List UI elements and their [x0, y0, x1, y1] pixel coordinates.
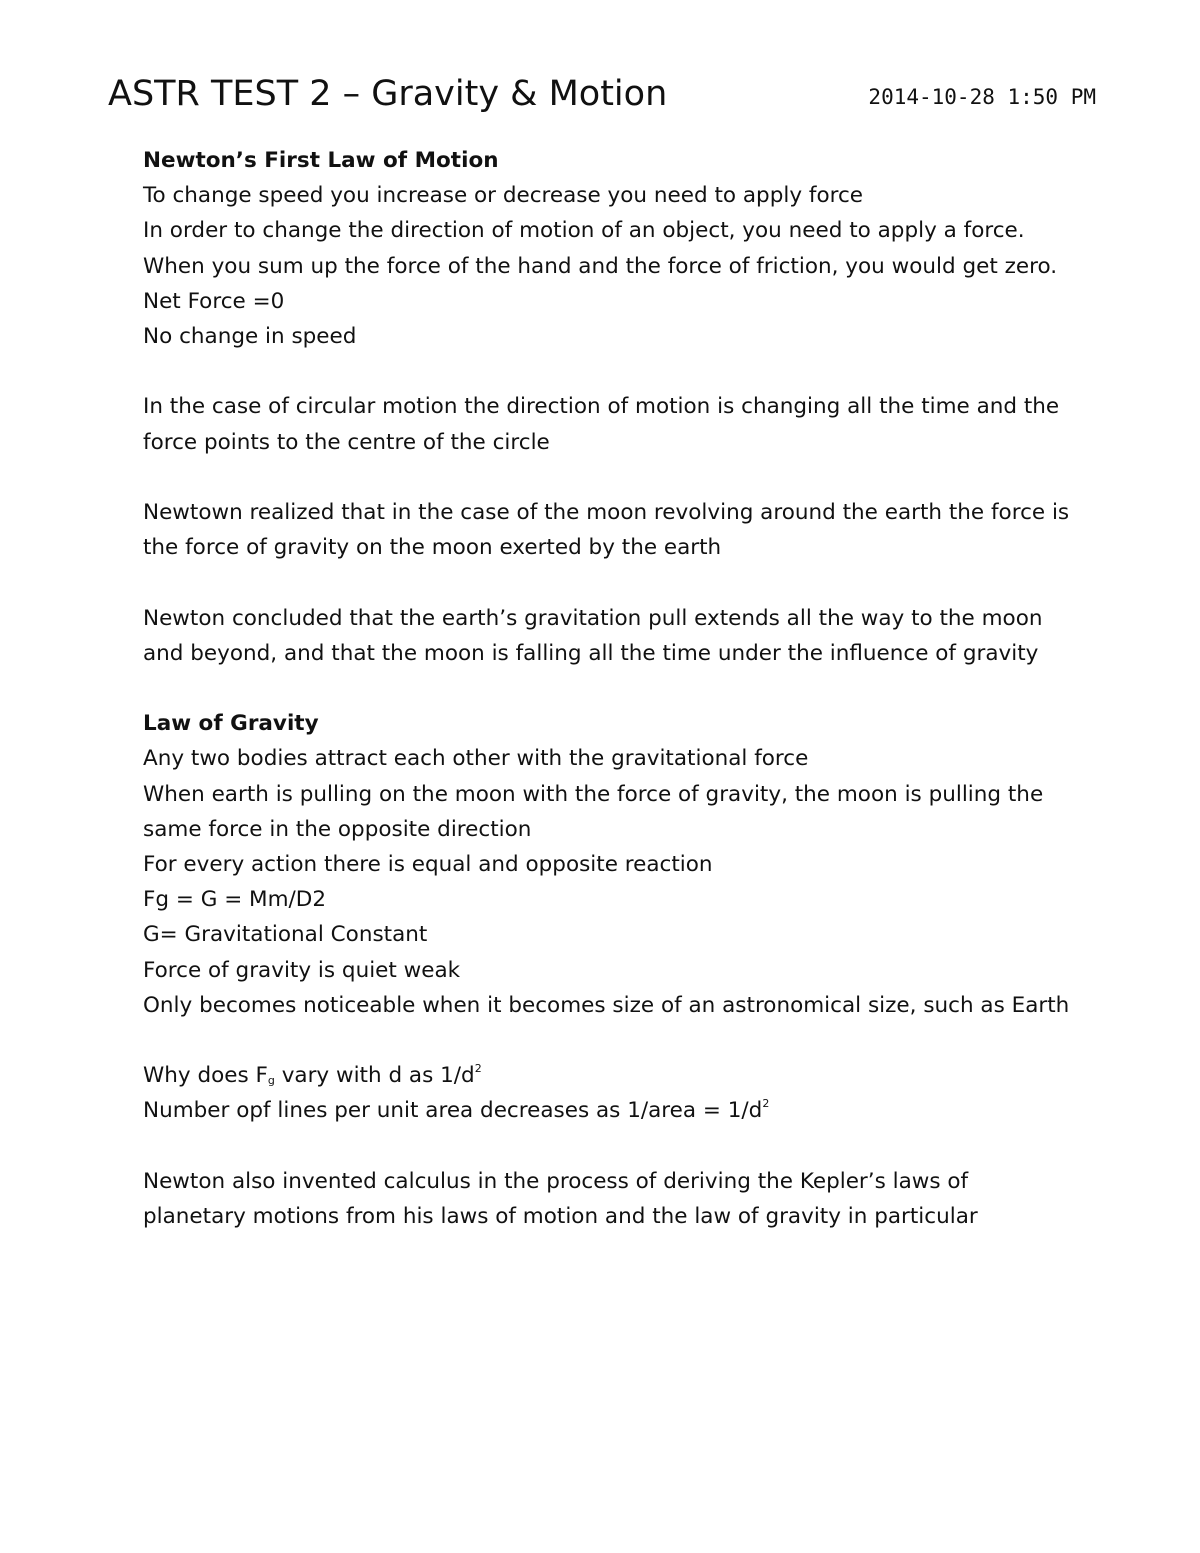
text-line: Force of gravity is quiet weak — [143, 957, 461, 983]
paragraph-newton-conclusion: Newton concluded that the earth’s gravitation pull extends all the way to the moon and beyond, and that the moon is falling all the time under the influence of gravity — [143, 605, 1043, 666]
question-middle: vary with d as 1/d — [274, 1063, 475, 1089]
paragraph-moon-gravity: Newtown realized that in the case of the moon revolving around the earth the force is the force of gravity on the moon exerted by the earth — [143, 500, 1070, 561]
section-heading-first-law: Newton’s First Law of Motion — [143, 148, 499, 173]
timestamp: 2014-10-28 1:50 PM — [868, 85, 1096, 109]
paragraph-calculus: Newton also invented calculus in the process of deriving the Kepler’s laws of planetary motions from his laws of motion and the law of gravity in particular — [143, 1168, 978, 1229]
document-body — [143, 143, 1073, 1234]
answer-line — [143, 1093, 1073, 1128]
text-line: No change in speed — [143, 324, 357, 350]
paragraph-circular-motion: In the case of circular motion the direction of motion is changing all the time and the force points to the centre of the circle — [143, 394, 1060, 455]
text-line: G= Gravitational Constant — [143, 922, 428, 948]
text-line: Net Force =0 — [143, 288, 285, 314]
text-line: In order to change the direction of motion of an object, you need to apply a force. — [143, 218, 1025, 244]
text-line: To change speed you increase or decrease you need to apply force — [143, 183, 864, 209]
spacer — [143, 460, 1073, 495]
text-line: When you sum up the force of the hand and the force of friction, you would get zero. — [143, 253, 1058, 279]
superscript-2: 2 — [762, 1097, 770, 1111]
question-prefix: Why does F — [143, 1063, 268, 1089]
question-line — [143, 1058, 1073, 1093]
spacer — [143, 671, 1073, 706]
spacer — [143, 565, 1073, 600]
superscript-2: 2 — [474, 1062, 482, 1076]
text-line: Any two bodies attract each other with the gravitational force — [143, 746, 809, 772]
formula-line: Fg = G = Mm/D2 — [143, 887, 327, 913]
answer-prefix: Number opf lines per unit area decreases as 1/area = 1/d — [143, 1098, 763, 1124]
spacer — [143, 354, 1073, 389]
text-line: For every action there is equal and opposite reaction — [143, 852, 713, 877]
spacer — [143, 1023, 1073, 1058]
page-title: ASTR TEST 2 – Gravity & Motion — [108, 74, 668, 114]
text-line: Only becomes noticeable when it becomes size of an astronomical size, such as Earth — [143, 992, 1070, 1018]
section-heading-law-of-gravity: Law of Gravity — [143, 711, 319, 737]
subscript-g: g — [267, 1074, 275, 1088]
text-line: When earth is pulling on the moon with the force of gravity, the moon is pulling the same force in the opposite direction — [143, 781, 1044, 842]
page-header — [108, 70, 1096, 122]
spacer — [143, 1129, 1073, 1164]
